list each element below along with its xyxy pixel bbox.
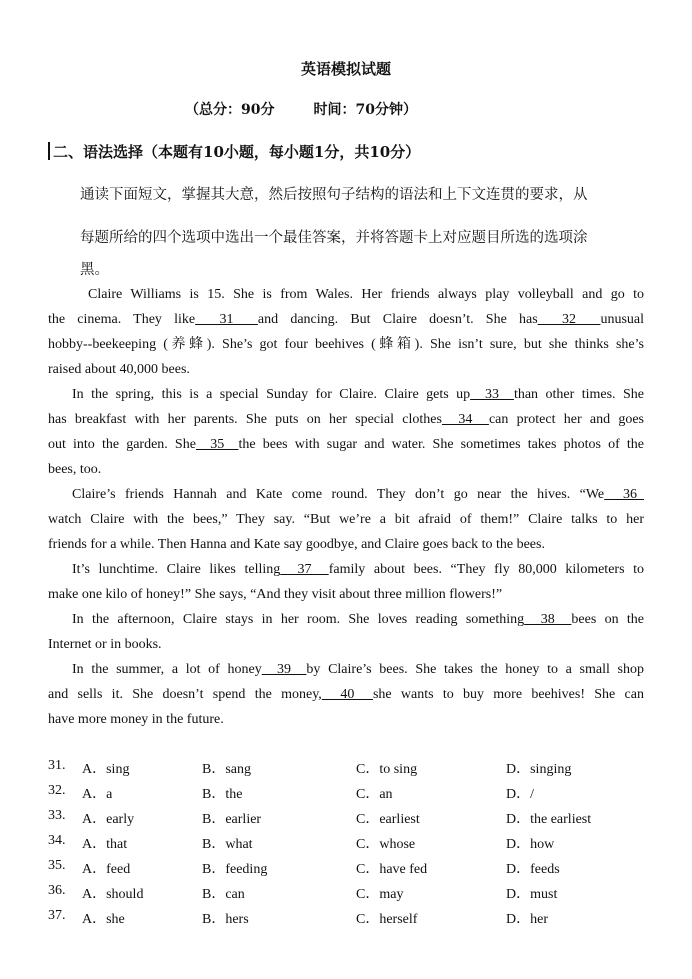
section-marker (48, 142, 50, 160)
option-d: D．must (506, 887, 558, 902)
option-b: B．can (202, 887, 245, 902)
instruction-line: 通读下面短文，掌握其大意，然后按照句子结构的语法和上下文连贯的要求，从 (80, 187, 588, 203)
question-number: 37. (48, 908, 66, 923)
exam-info (185, 99, 417, 119)
option-c: C．herself (356, 912, 418, 927)
passage-text: and dancing. But Claire doesn’t. She has (257, 312, 538, 327)
passage-text: the cinema. They like (48, 312, 196, 327)
question-number: 35. (48, 858, 66, 873)
passage-line (48, 532, 644, 557)
option-d: D．the earliest (506, 812, 592, 827)
passage-line (48, 682, 644, 707)
blank-35: 35 (195, 437, 239, 452)
option-a: A．should (82, 887, 144, 902)
passage-line (48, 432, 644, 457)
option-row (48, 908, 648, 933)
page-title: 英语模拟试题 (300, 60, 391, 78)
passage-text: Internet or in books. (48, 637, 162, 652)
option-d: D．/ (506, 787, 534, 802)
option-c: C．an (356, 787, 393, 802)
option-a: A．that (82, 837, 128, 852)
options-list (48, 758, 648, 933)
passage-text: has breakfast with her parents. She puts on her special clothes (48, 412, 442, 427)
question-number: 36. (48, 883, 66, 898)
passage-text: It’s lunchtime. Claire likes telling (72, 562, 281, 577)
option-c: C．earliest (356, 812, 420, 827)
instruction-line: 每题所给的四个选项中选出一个最佳答案，并将答题卡上对应题目所选的选项涂 (80, 230, 588, 246)
passage-text: she wants to buy more beehives! She can (372, 687, 644, 702)
option-d: D．her (506, 912, 548, 927)
passage-line (48, 282, 644, 307)
passage-text: Claire’s friends Hannah and Kate come round. They don’t go near the hives. “We (72, 487, 605, 502)
passage-text: hobby--beekeeping (养蜂). She’s got four beehives (蜂箱). She isn’t sure, but she thinks she’s (48, 337, 644, 352)
passage-line (48, 357, 644, 382)
passage-text: bees on the (571, 612, 644, 627)
passage-line (48, 582, 644, 607)
passage-line (48, 657, 644, 682)
option-a: A．she (82, 912, 125, 927)
blank-31: 31 (195, 312, 258, 327)
option-a: A．a (82, 787, 113, 802)
passage-text: the bees with sugar and water. She sometimes takes photos of the (238, 437, 644, 452)
option-b: B．hers (202, 912, 249, 927)
passage-text: by Claire’s bees. She takes the honey to a small shop (306, 662, 645, 677)
option-a: A．feed (82, 862, 131, 877)
blank-33: 33 (470, 387, 514, 402)
passage-text: Claire Williams is 15. She is from Wales. Her friends always play volleyball and go to (88, 287, 644, 302)
passage-text: have more money in the future. (48, 712, 224, 727)
passage-text: In the summer, a lot of honey (72, 662, 262, 677)
instruction-line: 黑。 (80, 262, 109, 278)
option-b: B．sang (202, 762, 251, 777)
passage-text: make one kilo of honey!” She says, “And they visit about three million flowers!” (48, 587, 503, 602)
option-d: D．singing (506, 762, 572, 777)
passage-text: can protect her and goes (488, 412, 644, 427)
option-a: A．early (82, 812, 135, 827)
passage-line (48, 607, 644, 632)
time-limit: 时间：70分钟） (313, 102, 417, 118)
option-c: C．to sing (356, 762, 418, 777)
passage (48, 282, 644, 732)
blank-37: 37 (280, 562, 329, 577)
option-a: A．sing (82, 762, 130, 777)
passage-line (48, 332, 644, 357)
passage-text: than other times. She (513, 387, 644, 402)
passage-text: In the afternoon, Claire stays in her room. She loves reading something (72, 612, 525, 627)
passage-text: family about bees. “They fly 80,000 kilometers to (328, 562, 645, 577)
blank-32: 32 (537, 312, 601, 327)
blank-36: 36 (604, 487, 644, 502)
option-row (48, 783, 648, 808)
option-b: B．the (202, 787, 243, 802)
passage-line (48, 707, 644, 732)
option-b: B．earlier (202, 812, 262, 827)
option-d: D．how (506, 837, 555, 852)
question-number: 34. (48, 833, 66, 848)
passage-line (48, 457, 644, 482)
blank-40: 40 (321, 687, 373, 702)
option-b: B．what (202, 837, 253, 852)
option-row (48, 833, 648, 858)
passage-text: watch Claire with the bees,” They say. “But we’re a bit afraid of them!” Claire talks to her (48, 512, 644, 527)
option-c: C．whose (356, 837, 416, 852)
option-c: C．may (356, 887, 404, 902)
blank-39: 39 (261, 662, 307, 677)
option-b: B．feeding (202, 862, 268, 877)
option-c: C．have fed (356, 862, 428, 877)
question-number: 32. (48, 783, 66, 798)
passage-text: unusual (600, 312, 645, 327)
option-row (48, 858, 648, 883)
option-row (48, 758, 648, 783)
passage-line (48, 632, 644, 657)
passage-text: bees, too. (48, 462, 102, 477)
passage-line (48, 407, 644, 432)
passage-line (48, 307, 644, 332)
passage-line (48, 382, 644, 407)
section-title: 二、语法选择（本题有10小题，每小题1分，共10分） (53, 143, 421, 161)
passage-line (48, 507, 644, 532)
passage-text: out into the garden. She (48, 437, 196, 452)
option-row (48, 808, 648, 833)
passage-text: and sells it. She doesn’t spend the money, (48, 687, 322, 702)
passage-line (48, 557, 644, 582)
passage-line (48, 482, 644, 507)
passage-text: In the spring, this is a special Sunday for Claire. Claire gets up (72, 387, 471, 402)
passage-text: raised about 40,000 bees. (48, 362, 190, 377)
question-number: 33. (48, 808, 66, 823)
blank-38: 38 (524, 612, 572, 627)
total-score: （总分：90分 (185, 102, 275, 118)
question-number: 31. (48, 758, 66, 773)
section-heading (48, 141, 420, 162)
option-d: D．feeds (506, 862, 560, 877)
passage-text: friends for a while. Then Hanna and Kate say goodbye, and Claire goes back to the bees. (48, 537, 545, 552)
option-row (48, 883, 648, 908)
blank-34: 34 (441, 412, 489, 427)
